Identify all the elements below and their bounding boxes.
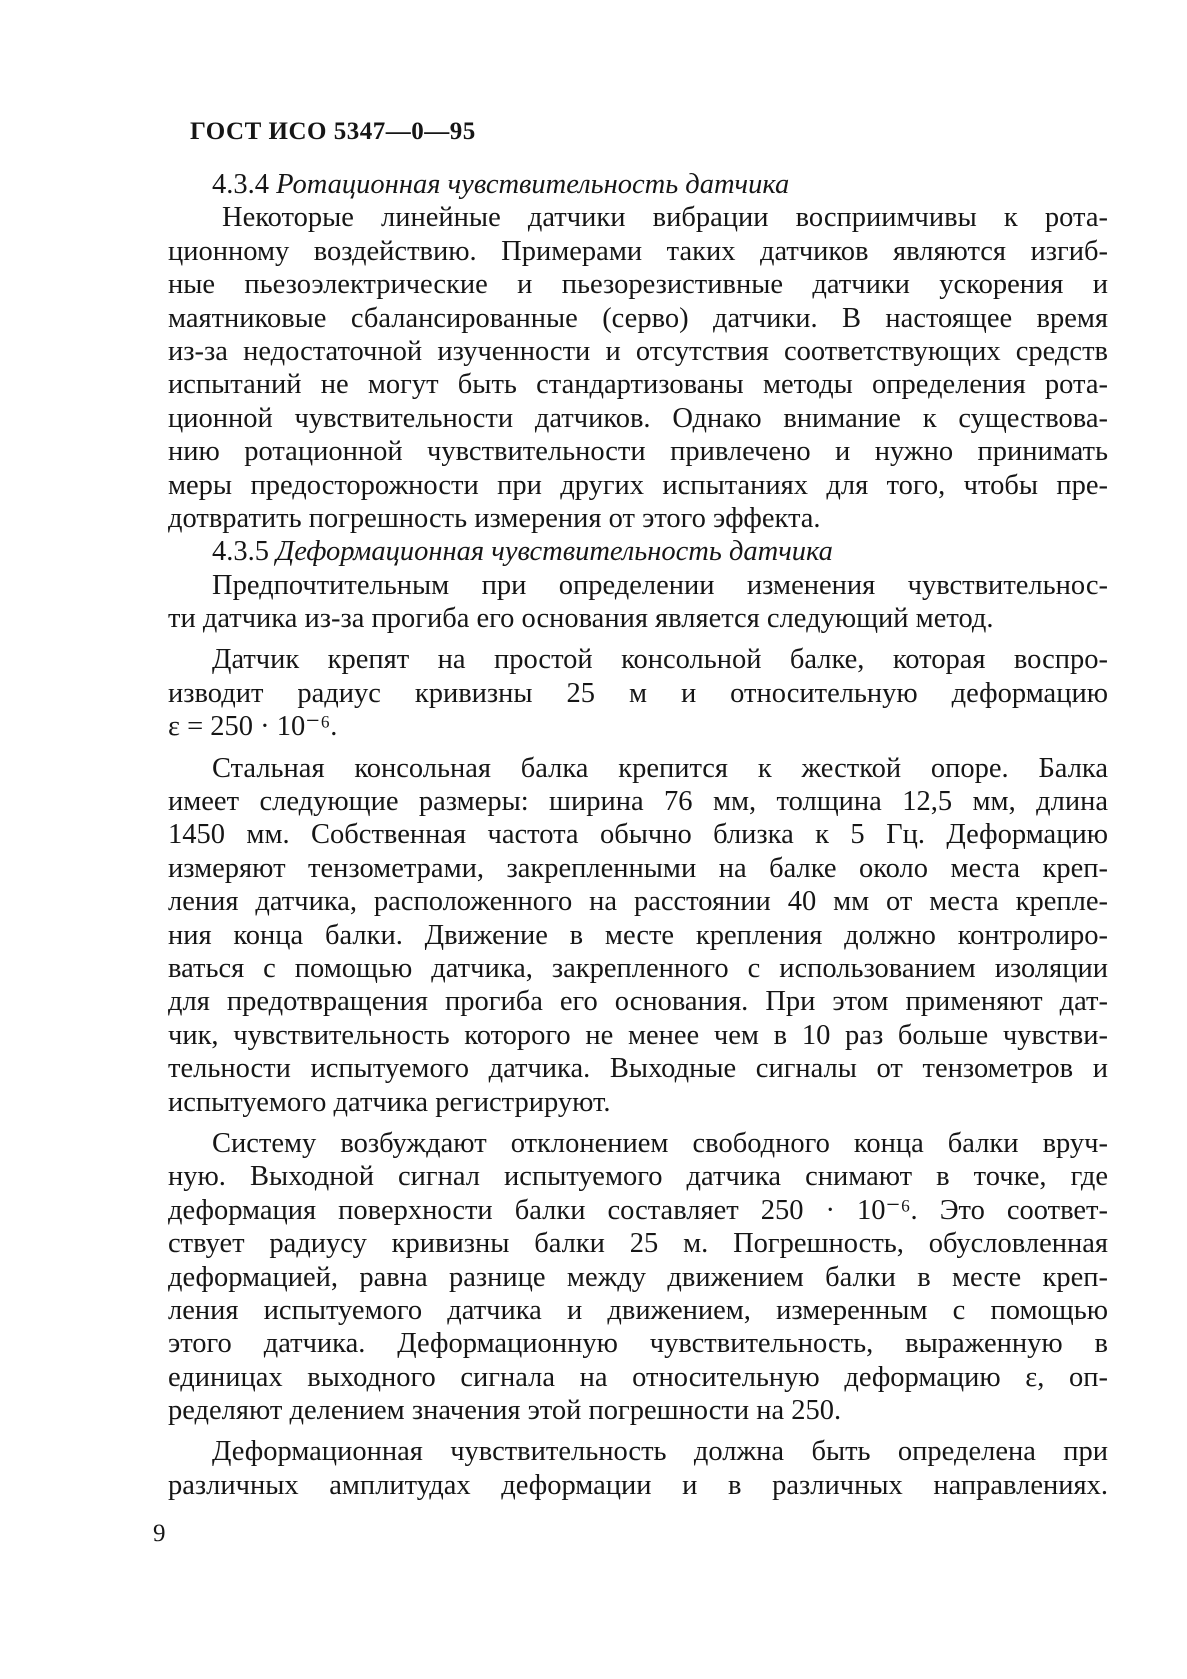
text-line: единицах выходного сигнала на относительную деформацию ε, оп- [168,1361,1108,1393]
text-line: Некоторые линейные датчики вибрации восприимчивы к рота- [222,202,1108,234]
text-line: ные пьезоэлектрические и пьезорезистивные датчики ускорения и [168,269,1108,301]
text-line: деформацией, равна разнице между движением балки в месте креп- [168,1261,1108,1293]
paragraph-excitation [168,1127,1108,1428]
page-number: 9 [153,1520,166,1547]
text-line: ную. Выходной сигнал испытуемого датчика снимают в точке, где [168,1161,1108,1193]
section-title: Деформационная чувствительность датчика [276,536,833,568]
text-line: Датчик крепят на простой консольной балке, которая воспро- [212,644,1108,676]
paragraph-amplitudes [168,1435,1108,1502]
paragraph-preferred-method [168,569,1108,636]
text-line: испытуемого датчика регистрируют. [168,1086,611,1118]
section-title: Ротационная чувствительность датчика [276,169,790,200]
text-line: Стальная консольная балка крепится к жесткой опоре. Балка [212,752,1108,784]
section-heading-4-3-4 [168,168,1108,201]
text-line: ствует радиусу кривизны балки 25 м. Погрешность, обусловленная [168,1228,1108,1260]
text-line: ε = 250 · 10⁻⁶. [168,711,338,743]
text-line: испытаний не могут быть стандартизованы методы определения рота- [168,369,1108,401]
section-heading-4-3-5 [168,535,1108,568]
text-line: маятниковые сбалансированные (серво) датчики. В настоящее время [168,302,1108,334]
text-line: ционной чувствительности датчиков. Однако внимание к существова- [168,402,1108,434]
text-line: различных амплитудах деформации и в различных направлениях. [168,1469,1108,1501]
paragraph-rotational-sensitivity [168,201,1108,535]
text-line: чик, чувствительность которого не менее чем в 10 раз больше чувстви- [168,1019,1108,1051]
section-number: 4.3.5 [212,536,269,568]
text-line: ределяют делением значения этой погрешности на 250. [168,1395,842,1427]
paragraph-mounting [168,643,1108,743]
text-line: изводит радиус кривизны 25 м и относительную деформацию [168,677,1108,709]
text-line: ти датчика из-за прогиба его основания является следующий метод. [168,603,994,635]
text-line: дотвратить погрешность измерения от этого эффекта. [168,502,821,534]
text-line: Деформационная чувствительность должна быть определена при [212,1436,1108,1468]
text-line: нию ротационной чувствительности привлечено и нужно принимать [168,436,1108,468]
section-number: 4.3.4 [212,169,269,200]
paragraph-beam-description [168,752,1108,1119]
document-code-header: ГОСТ ИСО 5347—0—95 [190,118,476,145]
text-line: этого датчика. Деформационную чувствительность, выраженную в [168,1328,1108,1360]
text-line: для предотвращения прогиба его основания. При этом применяют дат- [168,986,1108,1018]
text-line: ваться с помощью датчика, закрепленного с использованием изоляции [168,952,1108,984]
text-line: меры предосторожности при других испытаниях для того, чтобы пре- [168,469,1108,501]
text-line: Предпочтительным при определении изменения чувствительнос- [212,569,1108,601]
document-body [168,168,1108,1502]
text-line: имеет следующие размеры: ширина 76 мм, толщина 12,5 мм, длина [168,786,1108,818]
text-line: ционному воздействию. Примерами таких датчиков являются изгиб- [168,235,1108,267]
text-line: деформация поверхности балки составляет 250 · 10⁻⁶. Это соответ- [168,1194,1108,1226]
text-line: ления датчика, расположенного на расстоянии 40 мм от места крепле- [168,886,1108,918]
text-line: ления испытуемого датчика и движением, измеренным с помощью [168,1294,1108,1326]
text-line: тельности испытуемого датчика. Выходные сигналы от тензометров и [168,1053,1108,1085]
text-line: ния конца балки. Движение в месте крепления должно контролиро- [168,919,1108,951]
text-line: Систему возбуждают отклонением свободного конца балки вруч- [212,1127,1108,1159]
text-line: 1450 мм. Собственная частота обычно близка к 5 Гц. Деформацию [168,819,1108,851]
text-line: из-за недостаточной изученности и отсутствия соответствующих средств [168,335,1108,367]
text-line: измеряют тензометрами, закрепленными на балке около места креп- [168,852,1108,884]
